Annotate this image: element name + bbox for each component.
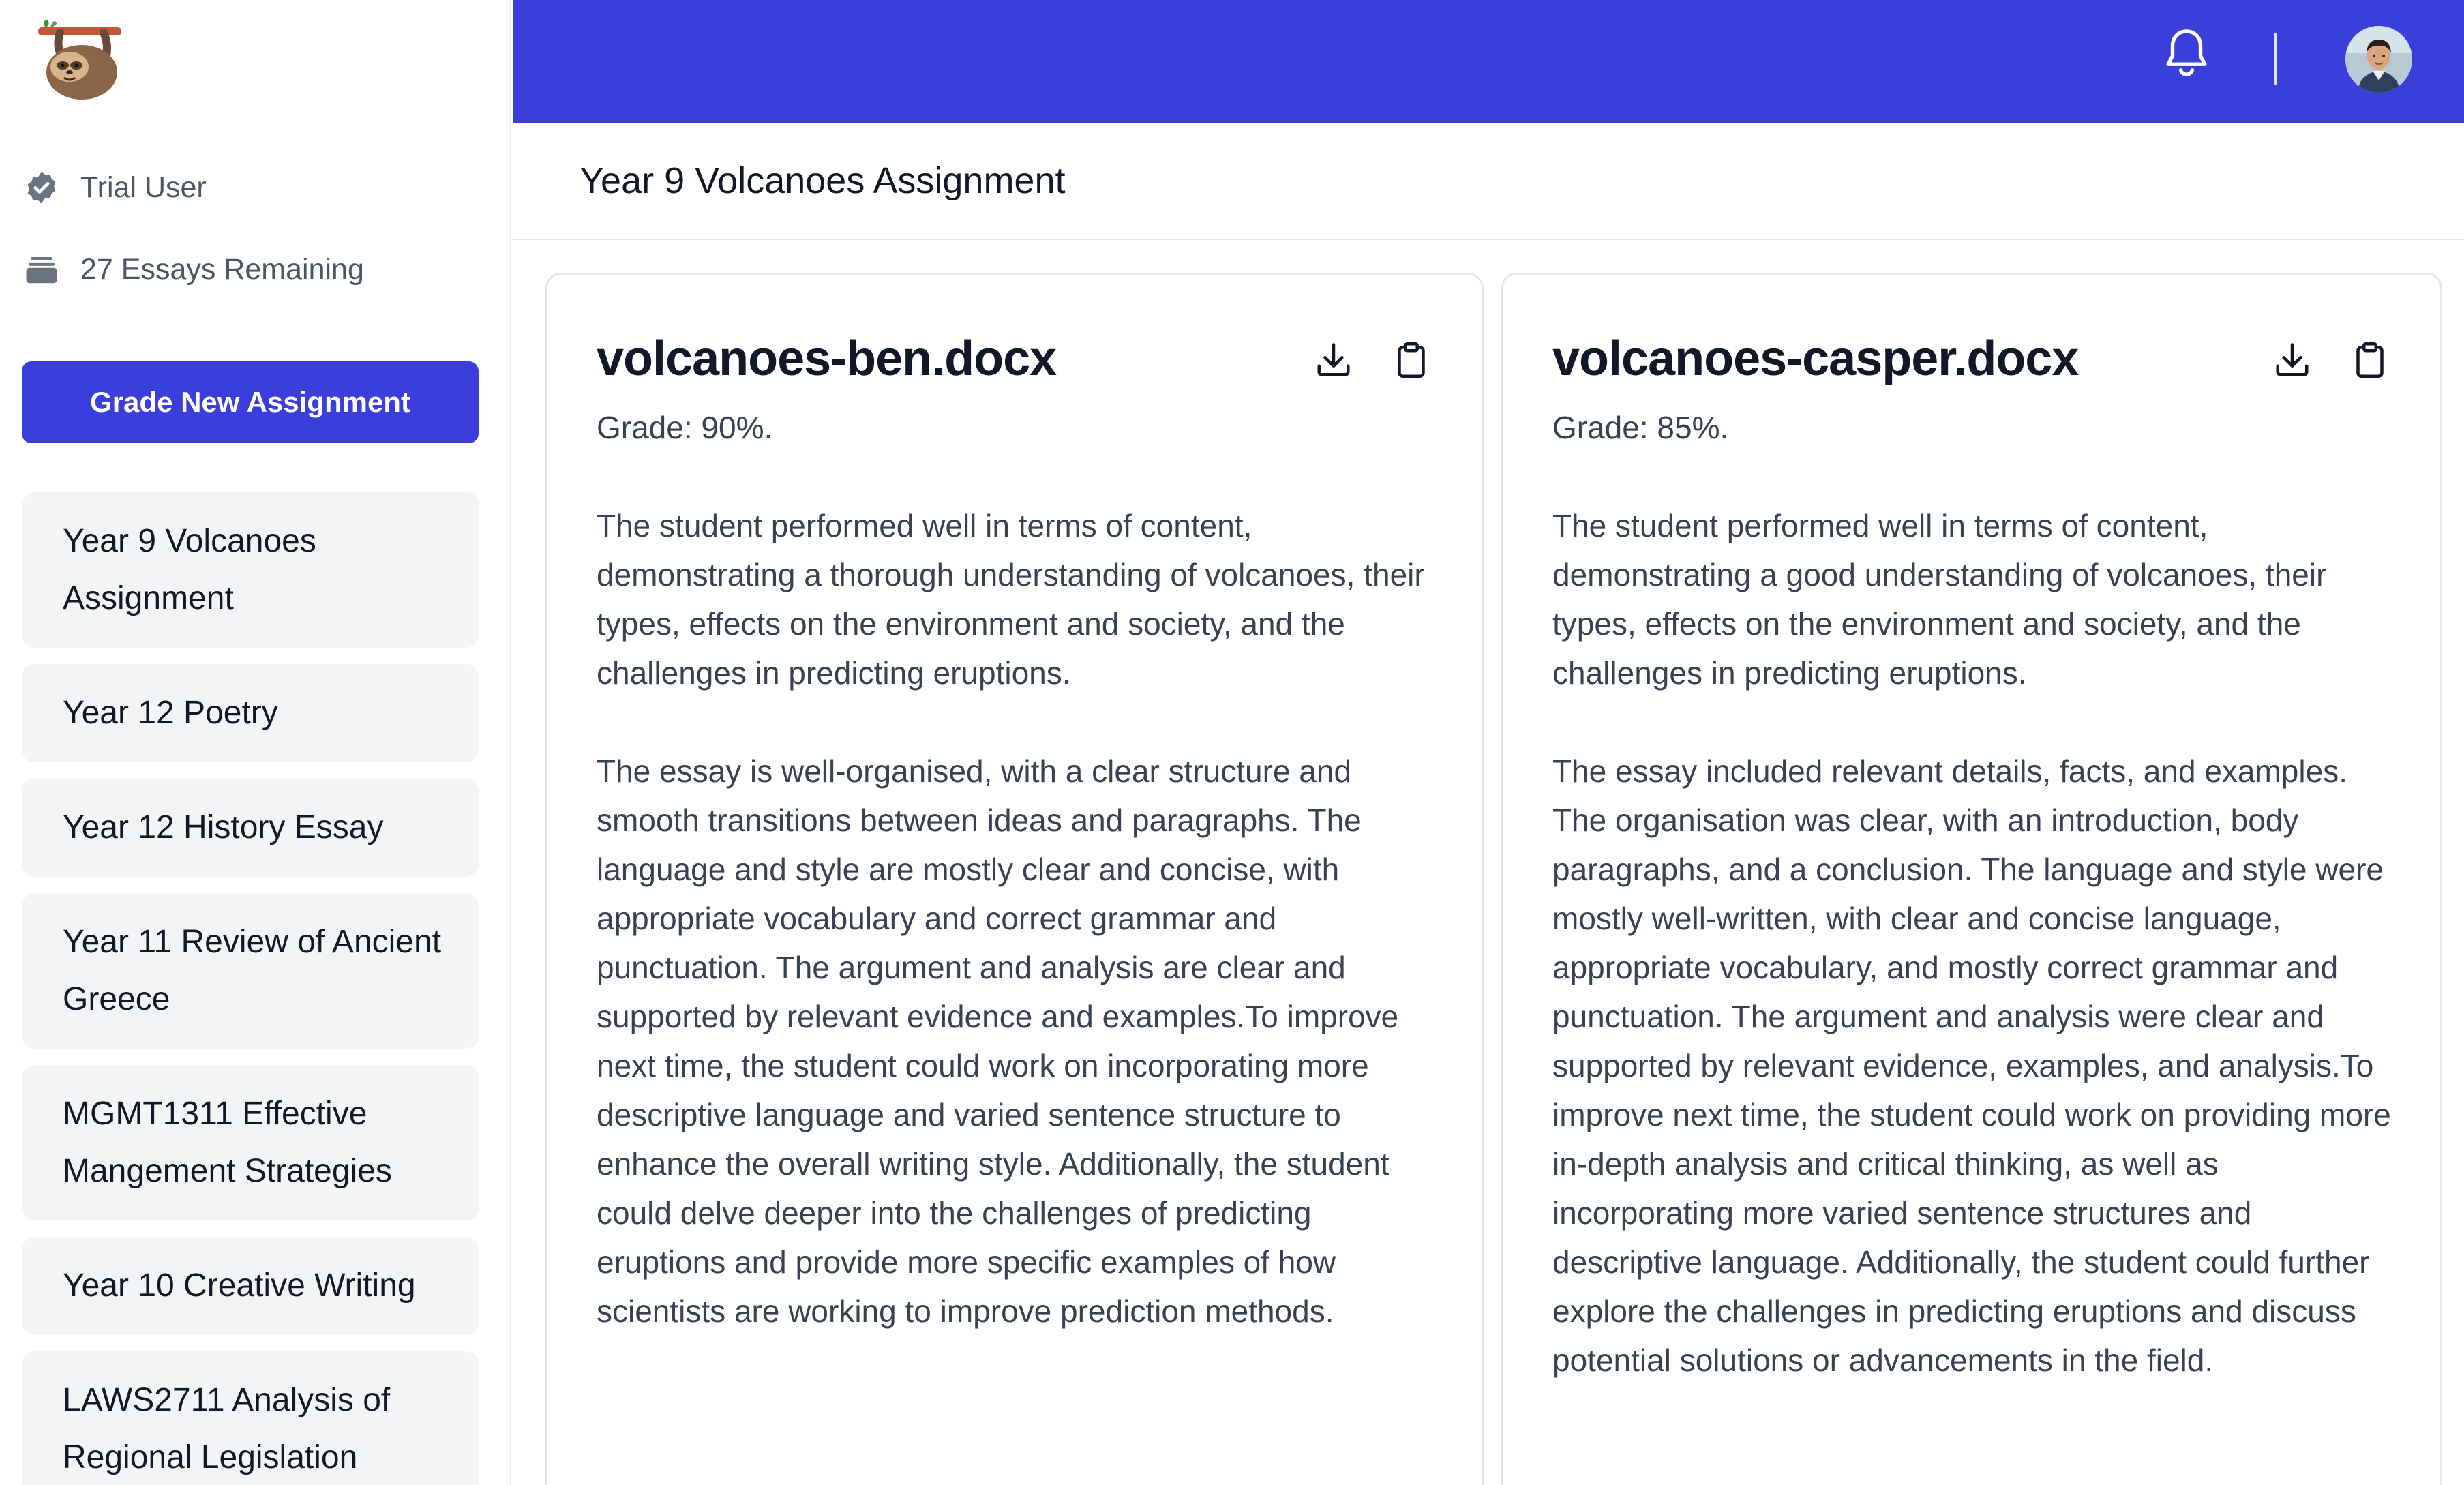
assignment-item[interactable]: Year 10 Creative Writing — [22, 1237, 479, 1335]
card-filename: volcanoes-casper.docx — [1552, 331, 2079, 386]
sloth-logo-icon[interactable] — [35, 18, 124, 102]
page-header — [513, 123, 2464, 240]
grade-new-assignment-button[interactable]: Grade New Assignment — [22, 361, 479, 443]
assignment-list — [22, 492, 479, 1485]
clipboard-icon[interactable] — [2349, 339, 2391, 381]
feedback-paragraph: The essay is well-organised, with a clear structure and smooth transitions between ideas and paragraphs. The language and style are mostly clear and concise, with appropriate vocabulary and correct grammar and punctuation. The argument and analysis are clear and supported by relevant evidence and examples.To improve next time, the student could work on incorporating more descriptive language and varied sentence structure to enhance the overall writing style. Additionally, the student could delve deeper into the challenges of predicting eruptions and provide more specific examples of how scientists are working to improve prediction methods. — [597, 753, 1399, 1329]
assignment-item[interactable]: Year 12 History Essay — [22, 779, 479, 877]
assignment-item[interactable]: LAWS2711 Analysis of Regional Legislation — [22, 1351, 479, 1485]
stack-icon — [23, 251, 60, 288]
page-title: Year 9 Volcanoes Assignment — [580, 160, 1066, 201]
download-icon[interactable] — [2271, 339, 2313, 381]
trial-status — [23, 169, 207, 206]
assignment-item[interactable]: Year 12 Poetry — [22, 664, 479, 762]
assignment-item[interactable]: Year 11 Review of Ancient Greece — [22, 893, 479, 1049]
result-card — [545, 273, 1484, 1485]
download-icon[interactable] — [1312, 339, 1355, 381]
result-card — [1501, 273, 2442, 1485]
feedback-body — [597, 501, 1432, 1336]
card-actions — [1312, 339, 1432, 381]
assignment-item[interactable]: MGMT1311 Effective Mangement Strategies — [22, 1065, 479, 1220]
user-avatar[interactable] — [2345, 26, 2412, 93]
feedback-paragraph: The student performed well in terms of content, demonstrating a good understanding of volcanoes, their types, effects on the environment and society, and the challenges in predicting eruptions. — [1552, 508, 2327, 691]
feedback-body — [1552, 501, 2391, 1385]
card-actions — [2271, 339, 2391, 381]
essays-remaining — [23, 251, 364, 288]
assignment-item[interactable]: Year 9 Volcanoes Assignment — [22, 492, 479, 648]
clipboard-icon[interactable] — [1390, 339, 1432, 381]
feedback-paragraph: The student performed well in terms of content, demonstrating a thorough understanding of volcanoes, their types, effects on the environment and society, and the challenges in predicting eruptions. — [597, 508, 1425, 691]
top-bar — [513, 0, 2464, 123]
card-filename: volcanoes-ben.docx — [597, 331, 1057, 386]
essays-remaining-label: 27 Essays Remaining — [80, 252, 364, 286]
card-header — [1552, 331, 2391, 399]
verified-check-icon — [23, 169, 60, 206]
feedback-paragraph: The essay included relevant details, facts, and examples. The organisation was clear, with an introduction, body paragraphs, and a conclusion. The language and style were mostly well-written, with clear and concise language, appropriate vocabulary, and mostly correct grammar and punctuation. The argument and analysis were clear and supported by relevant evidence, examples, and analysis.To improve next time, the student could work on providing more in-depth analysis and critical thinking, as well as incorporating more varied sentence structures and descriptive language. Additionally, the student could further explore the challenges in predicting eruptions and discuss potential solutions or advancements in the field. — [1552, 753, 2391, 1378]
sidebar — [0, 0, 511, 1485]
trial-status-label: Trial User — [80, 170, 207, 204]
card-header — [597, 331, 1432, 399]
grade-text: Grade: 85%. — [1552, 410, 1729, 445]
topbar-divider — [2274, 33, 2277, 85]
grade-text: Grade: 90%. — [597, 410, 773, 445]
bell-icon[interactable] — [2161, 26, 2212, 82]
